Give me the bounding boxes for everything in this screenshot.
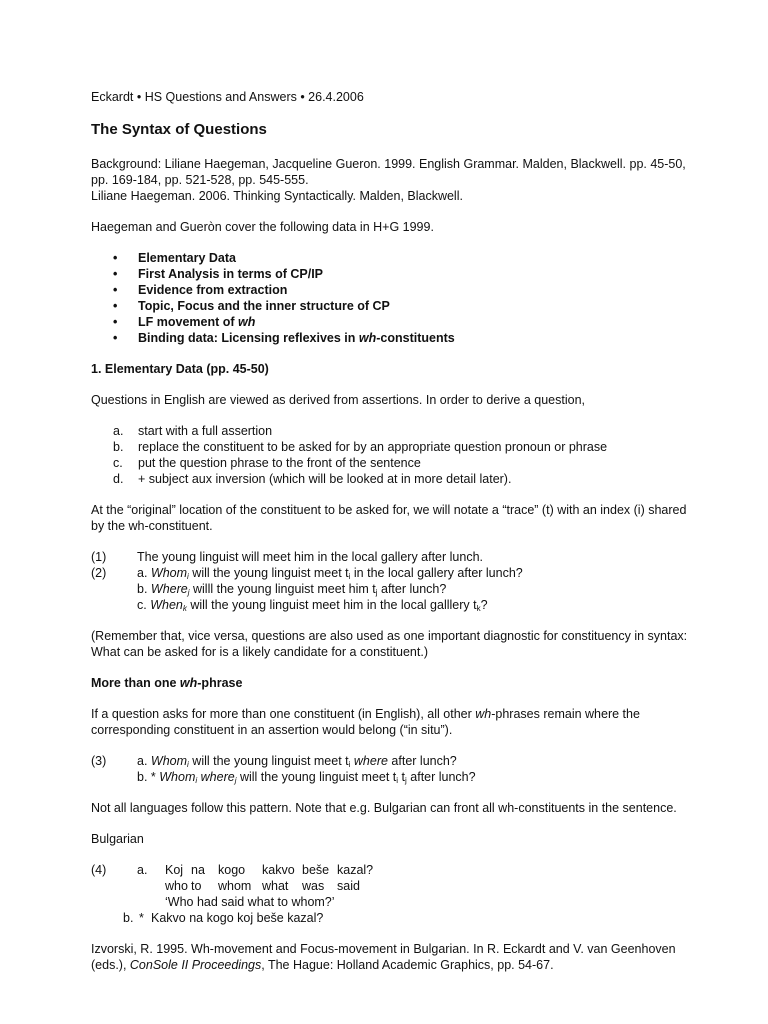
not-all-paragraph: Not all languages follow this pattern. Note that e.g. Bulgarian can front all wh-constituents in the sentence.	[91, 801, 677, 815]
topic-item: • First Analysis in terms of CP/IP	[91, 266, 691, 282]
example-2c: c. When$_k$ will the young linguist meet him in the local galllery $t_k$?	[137, 598, 488, 613]
step-item: c. put the question phrase to the front of the sentence	[113, 456, 421, 470]
derivation-steps	[91, 423, 691, 487]
example-1: (1) The young linguist will meet him in the local gallery after lunch.	[91, 550, 484, 564]
step-item: b. replace the constituent to be asked for by an appropriate question pronoun or phrase	[113, 440, 608, 454]
topic-item: • Elementary Data	[91, 250, 691, 266]
document-title: The Syntax of Questions	[91, 121, 267, 138]
topic-item: • Evidence from extraction	[91, 282, 691, 298]
bulgarian-label: Bulgarian	[91, 832, 144, 846]
topic-item: • LF movement of wh	[91, 314, 691, 330]
example-4a-gloss: who to whom what was said	[165, 879, 360, 893]
example-2a: a. Whom$_i$ will the young linguist meet $t_i$ in the local gallery after lunch?	[137, 566, 523, 581]
remember-note: (Remember that, vice versa, questions are also used as one important diagnostic for constituency in syntax: What can be asked for is a likely candidate for a constituent.)	[91, 629, 688, 659]
example-4: (4) a. Koj na kogo kakvo beše kazal? who to whom what was said ‘Who had said what to whom?’ b. * Kakvo na kogo koj beše kazal?	[91, 862, 691, 926]
background-reference-1: Background: Liliane Haegeman, Jacqueline Gueron. 1999. English Grammar. Malden, Blackwell. pp. 45-50, pp. 169-184, pp. 521-528, pp. 545-555.	[91, 157, 686, 187]
example-4a-words: a. Koj na kogo kakvo beše kazal?	[137, 863, 374, 877]
step-item: a. start with a full assertion	[113, 424, 273, 438]
section-heading-multiple-wh: More than one wh-phrase	[91, 676, 243, 690]
topic-item: • Topic, Focus and the inner structure of CP	[91, 298, 691, 314]
section-intro: Questions in English are viewed as derived from assertions. In order to derive a question,	[91, 393, 586, 407]
in-situ-paragraph: If a question asks for more than one constituent (in English), all other wh-phrases remain where the corresponding constituent in an assertion would belong (“in situ”).	[91, 707, 640, 737]
topic-item: • Binding data: Licensing reflexives in wh-constituents	[91, 330, 691, 346]
running-header: Eckardt • HS Questions and Answers • 26.4.2006	[91, 90, 364, 104]
example-2: (2) a. Whom$_i$ will the young linguist meet $t_i$ in the local gallery after lunch? b. Where$_j$ willl the young linguist meet him $t_j$ after lunch? c. When$_k$ will the young linguist meet him in the local galllery $t_k$?	[91, 565, 691, 613]
step-item: d. + subject aux inversion (which will be looked at in more detail later).	[113, 472, 512, 486]
topic-list	[91, 250, 691, 346]
example-4a-translation: ‘Who had said what to whom?’	[165, 895, 335, 909]
izvorski-reference: Izvorski, R. 1995. Wh-movement and Focus-movement in Bulgarian. In R. Eckardt and V. van Geenhoven (eds.), ConSole II Proceedings, The Hague: Holland Academic Graphics, pp. 54-67.	[91, 942, 676, 972]
example-2b: b. Where$_j$ willl the young linguist meet him $t_j$ after lunch?	[137, 582, 447, 597]
example-3: (3) a. Whom$_i$ will the young linguist meet $t_i$ where after lunch? b. * Whom$_i$ where$_j$ will the young linguist meet $t_i$ $t_j$ after lunch?	[91, 753, 691, 785]
document-page	[91, 89, 691, 973]
background-reference-2: Liliane Haegeman. 2006. Thinking Syntactically. Malden, Blackwell.	[91, 189, 463, 203]
section-heading: 1. Elementary Data (pp. 45-50)	[91, 362, 269, 376]
example-4b: b. * Kakvo na kogo koj beše kazal?	[123, 911, 324, 925]
example-3a: a. Whom$_i$ will the young linguist meet $t_i$ where after lunch?	[137, 754, 457, 769]
example-3b: b. * Whom$_i$ where$_j$ will the young linguist meet $t_i$ $t_j$ after lunch?	[137, 770, 476, 785]
intro-paragraph: Haegeman and Gueròn cover the following data in H+G 1999.	[91, 220, 434, 234]
trace-note: At the “original” location of the constituent to be asked for, we will notate a “trace” (t) with an index (i) shared by the wh-constituent.	[91, 503, 687, 533]
